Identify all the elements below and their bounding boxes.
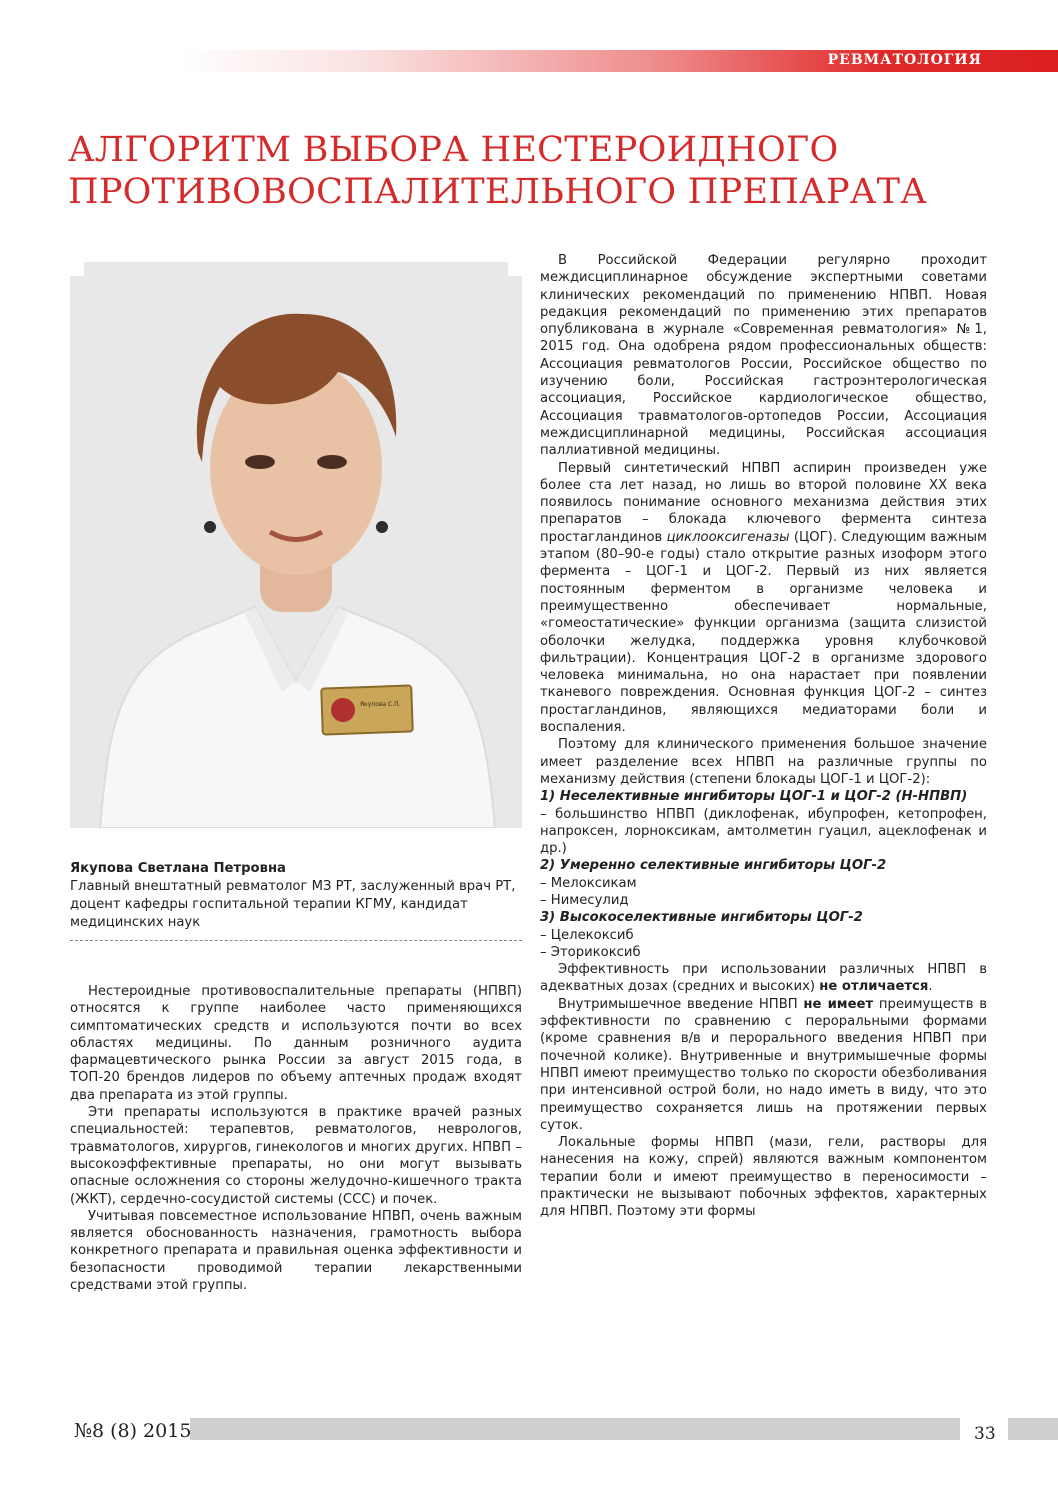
p2-italic-term: циклооксигеназы bbox=[666, 529, 790, 545]
badge-text: Якупова С.П. bbox=[360, 701, 401, 708]
article-title bbox=[68, 129, 1028, 213]
left-paragraph-2: Эти препараты используются в практике врачей разных специальностей: терапевтов, ревматологов, неврологов, травматологов, хирургов, гинекологов и многих других. НПВП – высокоэффективные препараты, но они могут вызывать опасные осложнения со стороны желудочно-кишечного тракта (ЖКТ), сердечно-сосудистой системы (ССС) и почек. bbox=[70, 1105, 522, 1207]
p4-text-b: . bbox=[928, 979, 933, 995]
p5-text-b: преимуществ в эффективности по сравнению с пероральными формами (кроме сравнения в/в и перорального введения НПВП при почечной колике). Внутривенные и внутримышечные формы НПВП имеют преимущество только по скорости обезболивания при интенсивной острой боли, но надо иметь в виду, что это преимущество сохраняется лишь на протяжении первых суток. bbox=[540, 996, 988, 1133]
right-paragraph-3: Поэтому для клинического применения большое значение имеет разделение всех НПВП на различные группы по механизму действия (степени блокады ЦОГ-1 и ЦОГ-2): bbox=[540, 737, 987, 787]
author-name: Якупова Светлана Петровна bbox=[70, 861, 286, 876]
p2-text-a: Первый синтетический НПВП аспирин произведен уже более ста лет назад, но лишь во второй половине XX века появилось понимание основного механизма действия этих препаратов – блокада ключевого фермента синтеза простагландинов bbox=[540, 460, 987, 545]
group-1-text: – большинство НПВП (диклофенак, ибупрофен, кетопрофен, напроксен, лорноксикам, амтолметин гуацил, ацеклофенак и др.) bbox=[540, 806, 987, 857]
portrait-illustration bbox=[70, 262, 522, 828]
group-3-item-2: – Эторикоксиб bbox=[540, 944, 641, 960]
page-number: 33 bbox=[974, 1424, 996, 1444]
author-photo bbox=[70, 262, 522, 828]
right-column bbox=[540, 252, 987, 1221]
left-column bbox=[70, 983, 522, 1294]
right-paragraph-2 bbox=[540, 460, 987, 737]
title-line-1: АЛГОРИТМ ВЫБОРА НЕСТЕРОИДНОГО bbox=[68, 130, 839, 170]
group-1-heading: 1) Неселективные ингибиторы ЦОГ-1 и ЦОГ-2 (Н-НПВП) bbox=[540, 789, 968, 805]
group-3-item-1: – Целекоксиб bbox=[540, 927, 634, 943]
p4-bold: не отличается bbox=[819, 979, 929, 995]
footer-band-right bbox=[1008, 1418, 1058, 1440]
p4-text-a: Эффективность при использовании различных НПВП в адекватных дозах (средних и высоких) bbox=[540, 962, 987, 995]
right-paragraph-4 bbox=[540, 961, 987, 996]
group-3-heading: 3) Высокоселективные ингибиторы ЦОГ-2 bbox=[540, 910, 863, 926]
group-2-item-2: – Нимесулид bbox=[540, 892, 629, 908]
section-label: РЕВМАТОЛОГИЯ bbox=[827, 52, 982, 68]
footer-band bbox=[190, 1418, 960, 1440]
author-position: Главный внештатный ревматолог МЗ РТ, заслуженный врач РТ, доцент кафедры госпитальной терапии КГМУ, кандидат медицинских наук bbox=[70, 879, 516, 930]
right-paragraph-1: В Российской Федерации регулярно проходит междисциплинарное обсуждение экспертными советами клинических рекомендаций по применению НПВП. Новая редакция рекомендаций по применению этих препаратов опубликована в журнале «Современная ревматология» №1, 2015 год. Она одобрена рядом профессиональных обществ: Ассоциация ревматологов России, Российское общество по изучению боли, Российская гастроэнтерологическая ассоциация, Российское кардиологическое общество, Ассоциация травматологов-ортопедов России, Ассоциация междисциплинарной медицины, Российская ассоциация паллиативной медицины. bbox=[540, 253, 987, 459]
p5-bold: не имеет bbox=[803, 996, 874, 1012]
right-paragraph-6: Локальные формы НПВП (мази, гели, растворы для нанесения на кожу, спрей) являются важным компонентом терапии боли и имеют преимущество в переносимости – практически не вызывают побочных эффектов, характерных для НПВП. Поэтому эти формы bbox=[540, 1135, 987, 1220]
title-line-2: ПРОТИВОВОСПАЛИТЕЛЬНОГО ПРЕПАРАТА bbox=[68, 172, 928, 212]
group-2-item-1: – Мелоксикам bbox=[540, 875, 637, 891]
group-2-heading: 2) Умеренно селективные ингибиторы ЦОГ-2 bbox=[540, 858, 887, 874]
right-paragraph-5 bbox=[540, 996, 987, 1134]
left-paragraph-1: Нестероидные противовоспалительные препараты (НПВП) относятся к группе наиболее часто применяющихся симптоматических средств и используются почти во всех областях медицины. По данным розничного аудита фармацевтического рынка России за август 2015 года, в ТОП-20 брендов лидеров по объему аптечных продаж входят два препарата из этой группы. bbox=[70, 984, 522, 1103]
p2-text-b: (ЦОГ). Следующим важным этапом (80–90-е годы) стало открытие разных изоформ этого фермента – ЦОГ-1 и ЦОГ-2. Первый из них является постоянным ферментом в организме человека и преимущественно обеспечивает нормальные, «гомеостатические» функции организма (защита слизистой оболочки желудка, поддержка уровня клубочковой фильтрации). Концентрация ЦОГ-2 в организме здорового человека минимальна, но она нарастает при появлении тканевого повреждения. Основная функция ЦОГ-2 – синтез простагландинов, являющихся медиаторами боли и воспаления. bbox=[540, 529, 987, 736]
issue-number: №8 (8) 2015 bbox=[74, 1420, 192, 1442]
caption-divider bbox=[70, 940, 522, 941]
left-paragraph-3: Учитывая повсеместное использование НПВП, очень важным является обоснованность назначения, грамотность выбора конкретного препарата и правильная оценка эффективности и безопасности проводимой терапии лекарственными средствами этой группы. bbox=[70, 1208, 522, 1294]
p5-text-a: Внутримышечное введение НПВП bbox=[558, 996, 804, 1012]
author-caption bbox=[70, 860, 522, 932]
